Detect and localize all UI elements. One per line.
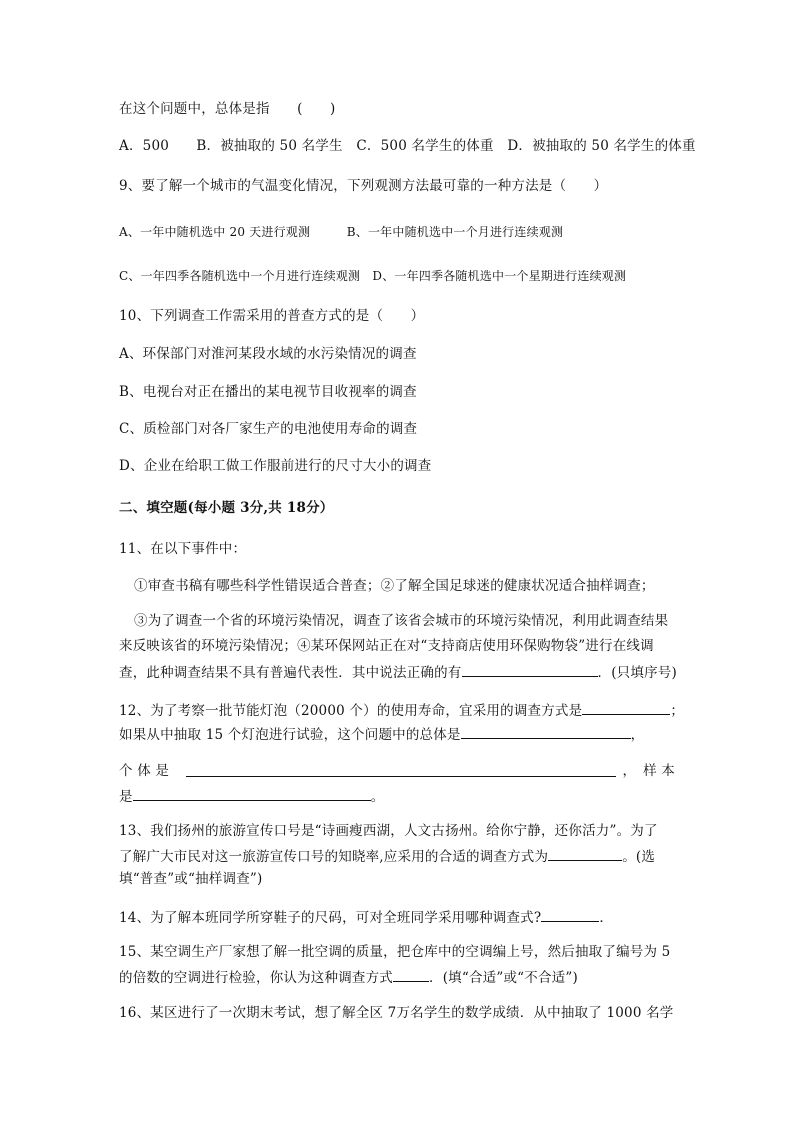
q10-option-d: D、企业在给职工做工作服前进行的尺寸大小的调查 bbox=[119, 458, 432, 474]
q12-blank-sample[interactable] bbox=[133, 786, 371, 801]
q8-stem-tail: 在这个问题中，总体是指 ( ) bbox=[119, 101, 336, 117]
q10-option-a: A、环保部门对淮河某段水域的水污染情况的调查 bbox=[119, 346, 417, 362]
q11-answer-prompt: 查，此种调查结果不具有普遍代表性．其中说法正确的有 bbox=[119, 665, 462, 681]
q15-line-2 bbox=[119, 967, 578, 987]
q12-prompt-3: 个 体 是 bbox=[119, 763, 170, 779]
q8-options: A．500 B．被抽取的 50 名学生 C．500 名学生的体重 D．被抽取的 50 名学生的体重 bbox=[119, 138, 696, 154]
q11-stem: 11、在以下事件中： bbox=[119, 541, 247, 557]
q13-line-3: 填“普查”或“抽样调查”) bbox=[119, 871, 263, 887]
q11-statement-1-2: ①审查书稿有哪些科学性错误适合普查；②了解全国足球迷的健康状况适合抽样调查； bbox=[134, 578, 655, 594]
q12-line-1 bbox=[119, 700, 684, 720]
q13-line-2 bbox=[119, 846, 655, 866]
q11-answer-note: ．(只填序号) bbox=[597, 665, 677, 681]
q13-line-1: 13、我们扬州的旅游宣传口号是“诗画瘦西湖，人文古扬州。给你宁静，还你活力”。为了 bbox=[119, 823, 658, 839]
q14-punct: ． bbox=[599, 910, 614, 926]
q15-line-1: 15、某空调生产厂家想了解一批空调的质量，把仓库中的空调编上号，然后抽取了编号为 5 bbox=[119, 944, 671, 960]
q11-answer-line bbox=[119, 662, 677, 682]
q13-blank[interactable] bbox=[548, 846, 622, 861]
q11-answer-blank[interactable] bbox=[462, 662, 598, 677]
q13-prompt: 了解广大市民对这一旅游宣传口号的知晓率,应采用的合适的调查方式为 bbox=[119, 849, 549, 865]
q12-line-2 bbox=[119, 724, 644, 744]
q12-prompt-4: ， 样 本 bbox=[622, 763, 675, 779]
q12-line-4 bbox=[119, 786, 384, 806]
q10-option-c: C、质检部门对各厂家生产的电池使用寿命的调查 bbox=[119, 421, 418, 437]
q11-statement-3-cont: 来反映该省的环境污染情况；④某环保网站正在对“支持商店使用环保购物袋”进行在线调 bbox=[119, 638, 654, 654]
q12-prompt-5: 是 bbox=[119, 789, 133, 805]
q12-blank-method[interactable] bbox=[582, 700, 670, 715]
q10-option-b: B、电视台对正在播出的某电视节目收视率的调查 bbox=[119, 384, 417, 400]
q9-stem: 9、要了解一个城市的气温变化情况，下列观测方法最可靠的一种方法是（ ） bbox=[119, 178, 608, 194]
q16-line-1: 16、某区进行了一次期末考试，想了解全区 7万名学生的数学成绩．从中抽取了 1000 名学 bbox=[119, 1005, 674, 1021]
q9-options-cd: C、一年四季各随机选中一个月进行连续观测 D、一年四季各随机选中一个星期进行连续观测 bbox=[119, 269, 627, 283]
q12-punct-1: ； bbox=[670, 703, 685, 719]
q15-prompt: 的倍数的空调进行检验，你认为这种调查方式 bbox=[119, 970, 393, 986]
q14-prompt: 14、为了解本班同学所穿鞋子的尺码，可对全班同学采用哪种调查式? bbox=[119, 910, 542, 926]
q13-note-1: 。(选 bbox=[622, 849, 656, 865]
q12-prompt-1: 12、为了考察一批节能灯泡（20000 个）的使用寿命，宜采用的调查方式是 bbox=[119, 703, 583, 719]
q12-punct-3: 。 bbox=[370, 789, 385, 805]
q12-prompt-2: 如果从中抽取 15 个灯泡进行试验，这个问题中的总体是 bbox=[119, 727, 461, 743]
q9-options-ab: A、一年中随机选中 20 天进行观测 B、一年中随机选中一个月进行连续观测 bbox=[119, 225, 564, 239]
q15-note: ．(填“合适”或“不合适”) bbox=[429, 970, 578, 986]
q15-blank[interactable] bbox=[393, 967, 429, 982]
q11-statement-3: ③为了调查一个省的环境污染情况，调查了该省会城市的环境污染情况，利用此调查结果 bbox=[134, 613, 669, 629]
q12-blank-population[interactable] bbox=[461, 724, 631, 739]
q10-stem: 10、下列调查工作需采用的普查方式的是（ ） bbox=[119, 308, 425, 324]
q14-line bbox=[119, 907, 613, 927]
section-heading: 二、填空题(每小题 3分,共 18分） bbox=[119, 500, 334, 516]
q12-line-3 bbox=[119, 762, 675, 780]
q14-blank[interactable] bbox=[541, 907, 599, 922]
q12-punct-2: ， bbox=[630, 727, 645, 743]
q12-blank-individual[interactable] bbox=[186, 762, 616, 777]
